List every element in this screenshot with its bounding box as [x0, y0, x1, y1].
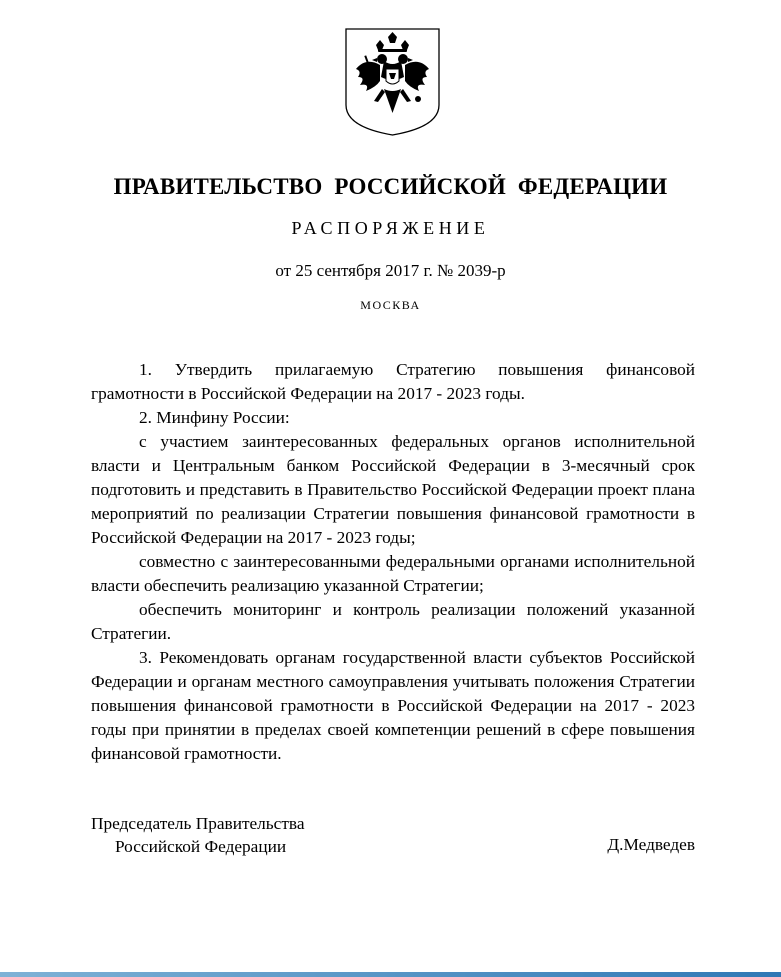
document-body	[91, 358, 695, 766]
paragraph-1: 1. Утвердить прилагаемую Стратегию повышения финансовой грамотности в Российской Федерации на 2017 - 2023 годы.	[91, 360, 695, 403]
state-emblem-icon	[344, 27, 441, 137]
signatory-name: Д.Медведев	[607, 835, 695, 854]
paragraph-3: 3. Рекомендовать органам государственной власти субъектов Российской Федерации и органам местного самоуправления учитывать положения Стратегии повышения финансовой грамотности в Российской Федерации на 2017 - 2023 годы при принятии в пределах своей компетенции решений в сфере повышения финансовой грамотности.	[91, 648, 695, 763]
signatory-position-line2: Российской Федерации	[115, 837, 287, 856]
window-bottom-bar	[0, 972, 781, 977]
document-date-number: от 25 сентября 2017 г. № 2039-р	[275, 261, 506, 280]
document-city: МОСКВА	[360, 298, 421, 312]
paragraph-2-item-3: обеспечить мониторинг и контроль реализации положений указанной Стратегии.	[91, 600, 695, 643]
paragraph-2: 2. Минфину России:	[139, 408, 290, 427]
paragraph-2-item-1: с участием заинтересованных федеральных органов исполнительной власти и Центральным банком Российской Федерации в 3-месячный срок подготовить и представить в Правительство Российской Федерации проект плана мероприятий по реализации Стратегии повышения финансовой грамотности в Российской Федерации на 2017 - 2023 годы;	[91, 432, 695, 547]
signatory-position-line1: Председатель Правительства	[91, 814, 305, 833]
signatory-position	[91, 812, 305, 858]
government-title: ПРАВИТЕЛЬСТВО РОССИЙСКОЙ ФЕДЕРАЦИИ	[113, 174, 668, 199]
paragraph-2-item-2: совместно с заинтересованными федеральными органами исполнительной власти обеспечить реализацию указанной Стратегии;	[91, 552, 695, 595]
document-type: РАСПОРЯЖЕНИЕ	[291, 218, 490, 238]
